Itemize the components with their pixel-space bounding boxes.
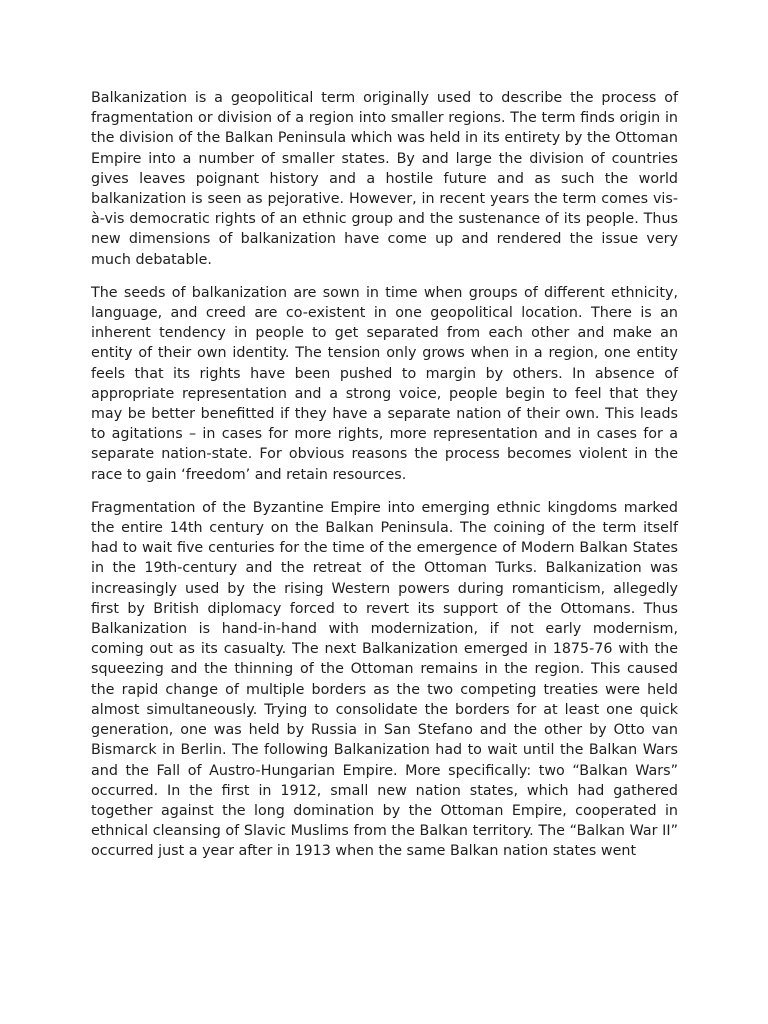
paragraph-2: The seeds of balkanization are sown in time when groups of different ethnicity, language, and creed are co-existent in one geopolitical location. There is an inherent tendency in people to get separated from each other and make an entity of their own identity. The tension only grows when in a region, one entity feels that its rights have been pushed to margin by others. In absence of appropriate representation and a strong voice, people begin to feel that they may be better benefitted if they have a separate nation of their own. This leads to agitations – in cases for more rights, more representation and in cases for a separate nation-state. For obvious reasons the process becomes violent in the race to gain ‘freedom’ and retain resources. — [91, 284, 678, 483]
paragraph-1: Balkanization is a geopolitical term originally used to describe the process of fragmentation or division of a region into smaller regions. The term finds origin in the division of the Balkan Peninsula which was held in its entirety by the Ottoman Empire into a number of smaller states. By and large the division of countries gives leaves poignant history and a hostile future and as such the world balkanization is seen as pejorative. However, in recent years the term comes vis-à-vis democratic rights of an ethnic group and the sustenance of its people. Thus new dimensions of balkanization have come up and rendered the issue very much debatable. — [91, 90, 678, 268]
document-page — [91, 88, 678, 862]
paragraph-3: Fragmentation of the Byzantine Empire into emerging ethnic kingdoms marked the entire 14th century on the Balkan Peninsula. The coining of the term itself had to wait five centuries for the time of the emergence of Modern Balkan States in the 19th-century and the retreat of the Ottoman Turks. Balkanization was increasingly used by the rising Western powers during romanticism, allegedly first by British diplomacy forced to revert its support of the Ottomans. Thus Balkanization is hand-in-hand with modernization, if not early modernism, coming out as its casualty. The next Balkanization emerged in 1875-76 with the squeezing and the thinning of the Ottoman remains in the region. This caused the rapid change of multiple borders as the two competing treaties were held almost simultaneously. Trying to consolidate the borders for at least one quick generation, one was held by Russia in San Stefano and the other by Otto van Bismarck in Berlin. The following Balkanization had to wait until the Balkan Wars and the Fall of Austro-Hungarian Empire. More specifically: two “Balkan Wars” occurred. In the first in 1912, small new nation states, which had gathered together against the long domination by the Ottoman Empire, cooperated in ethnical cleansing of Slavic Muslims from the Balkan territory. The “Balkan War II” occurred just a year after in 1913 when the same Balkan nation states went — [91, 499, 678, 860]
